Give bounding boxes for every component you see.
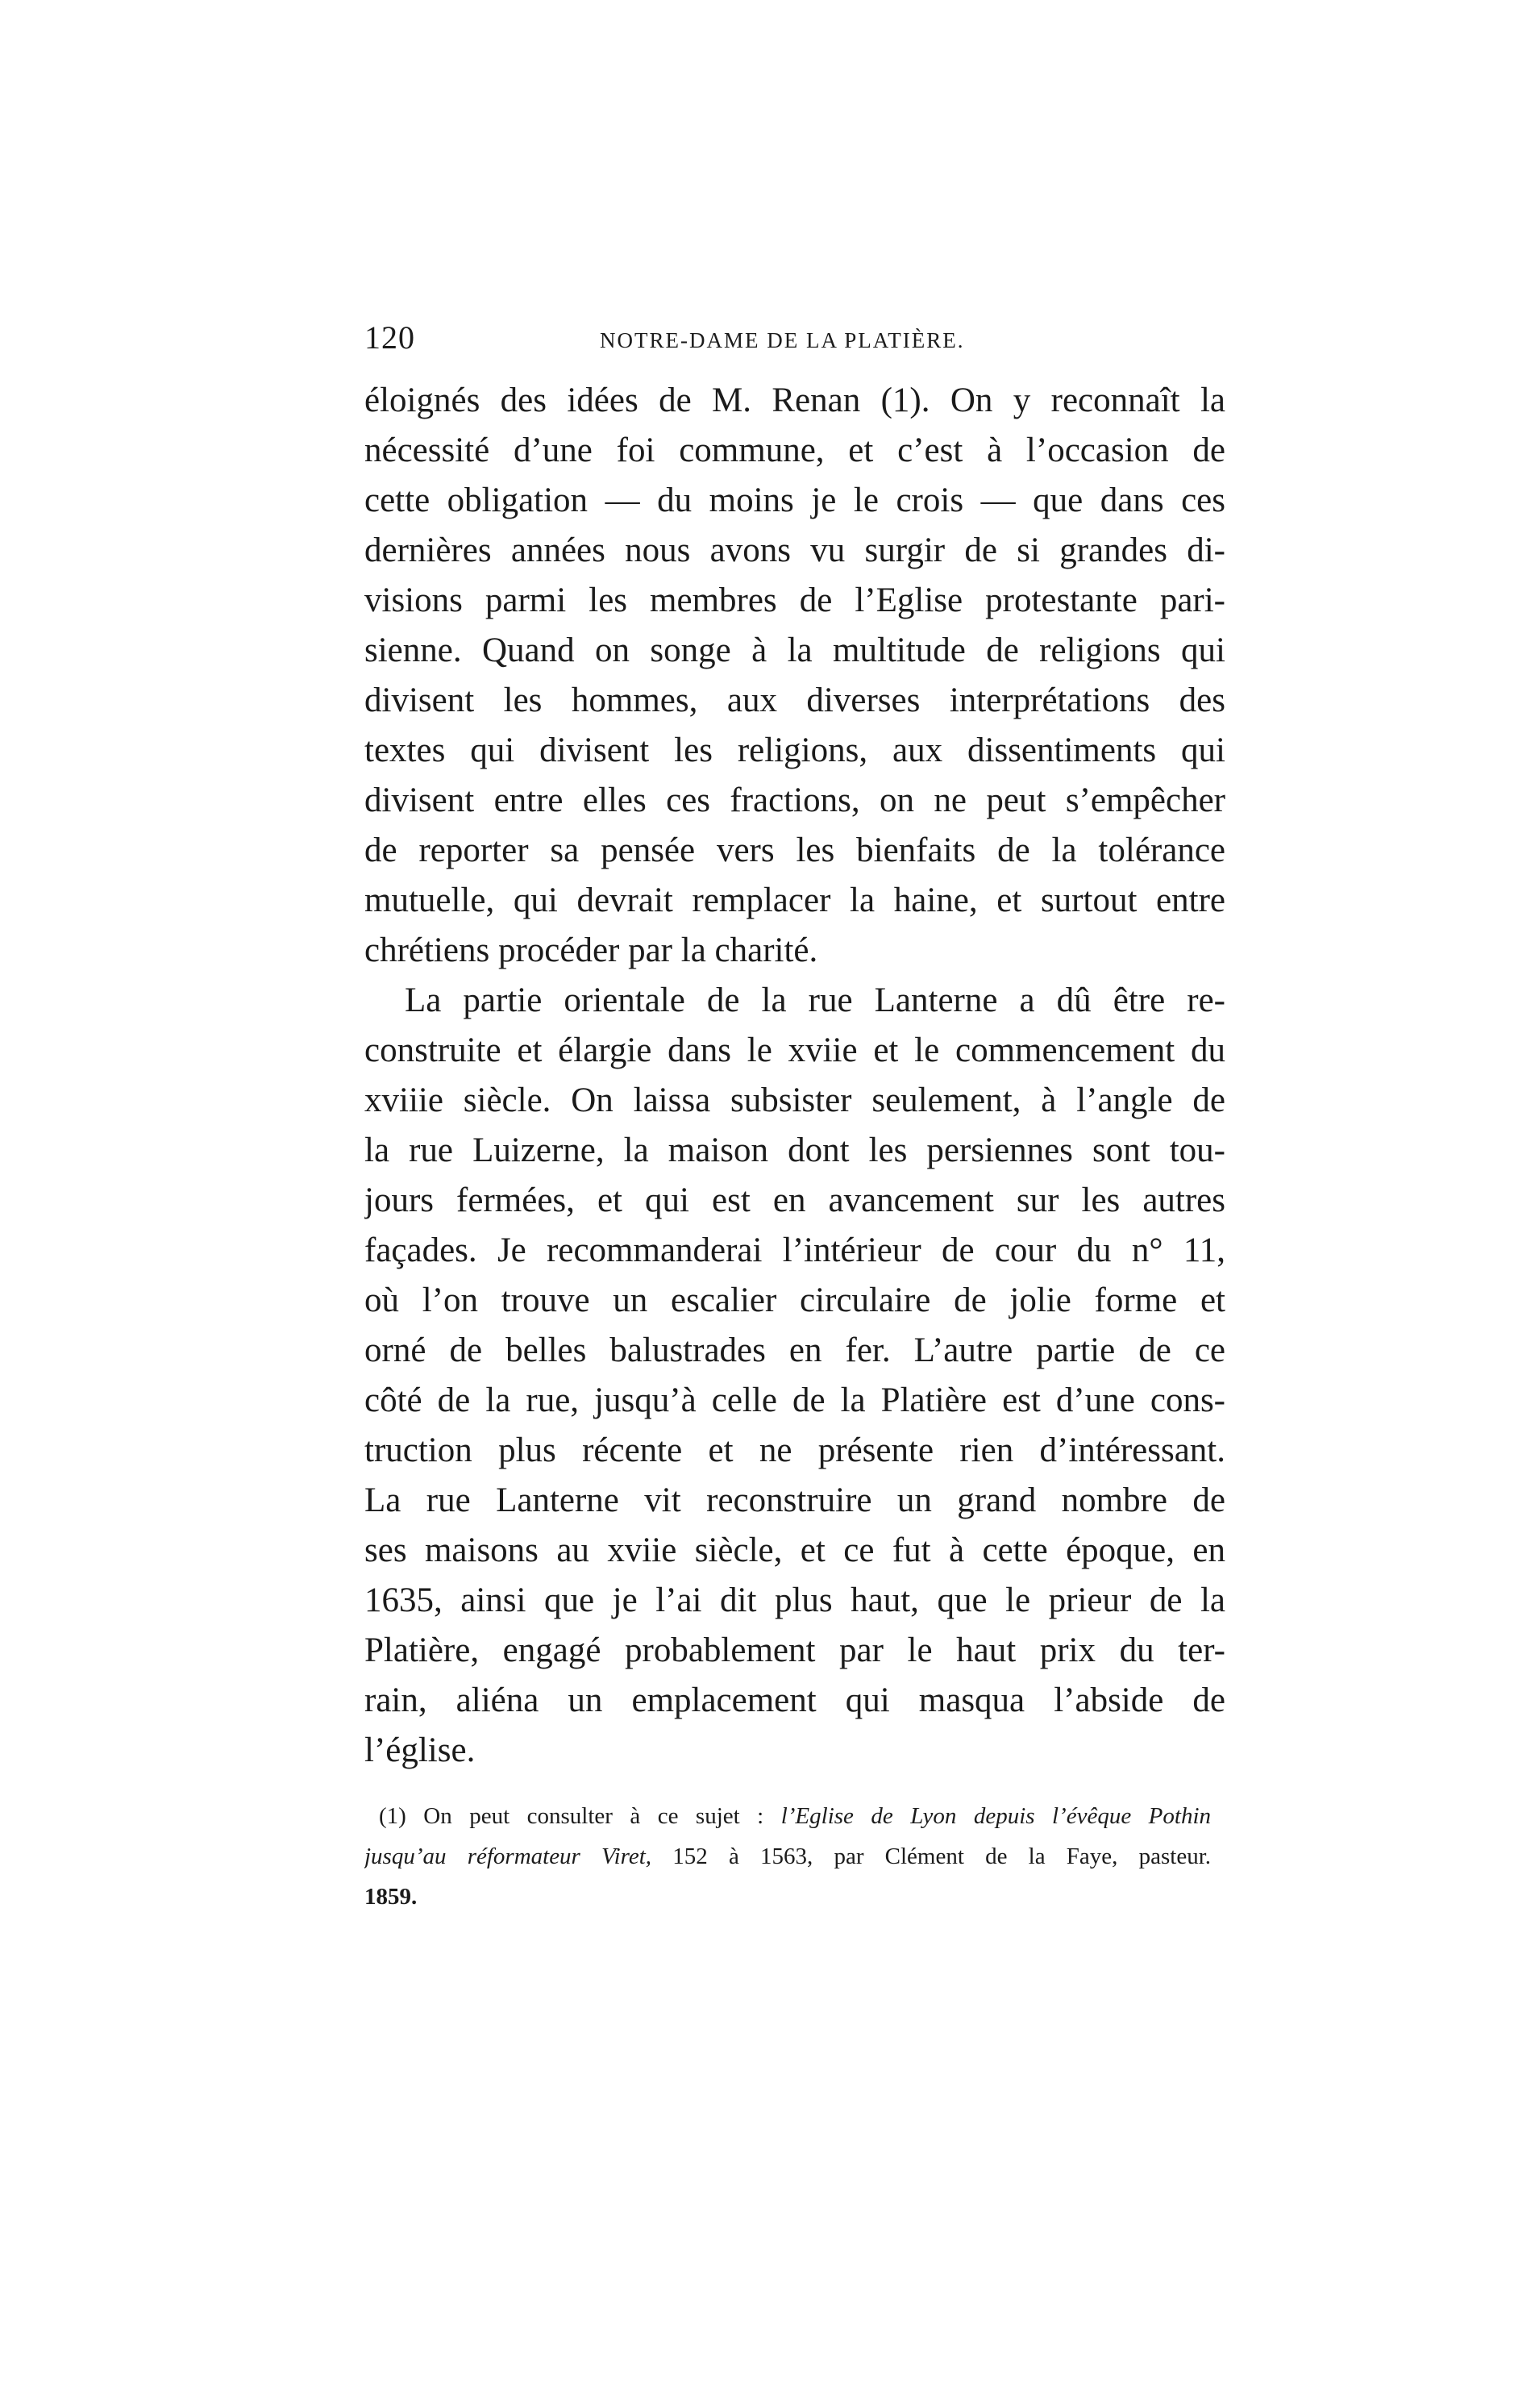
text-line: où l’on trouve un escalier circulaire de jolie forme et [364, 1281, 1225, 1319]
text-line: mutuelle, qui devrait remplacer la haine, et surtout entre [364, 881, 1225, 919]
page-header [364, 319, 1227, 367]
footnote-line [364, 1840, 1211, 1874]
text-line: construite et élargie dans le xviie et le commencement du [364, 1031, 1225, 1069]
running-title: NOTRE-DAME DE LA PLATIÈRE. [600, 328, 965, 352]
text-line: l’église. [364, 1731, 476, 1769]
footnote-title: jusqu’au réformateur Viret, [364, 1843, 652, 1869]
text-line: façades. Je recommanderai l’intérieur de cour du n° 11, [364, 1231, 1225, 1269]
text-line: éloignés des idées de M. Renan (1). On y reconnaît la [364, 381, 1225, 419]
text-line: Platière, engagé probablement par le haut prix du ter- [364, 1631, 1225, 1669]
text-line: chrétiens procéder par la charité. [364, 931, 818, 969]
footnote-year: 1859. [364, 1884, 418, 1910]
text-line: sienne. Quand on songe à la multitude de religions qui [364, 631, 1225, 669]
text-line: dernières années nous avons vu surgir de si grandes di- [364, 531, 1225, 569]
page-number: 120 [364, 319, 415, 356]
footnote-title: l’Eglise de Lyon depuis l’évêque Pothin [780, 1803, 1211, 1829]
text-line: rain, aliéna un emplacement qui masqua l’abside de [364, 1681, 1225, 1719]
footnote-marker: (1) [379, 1803, 406, 1829]
footnote-text: 152 à 1563, par Clément de la Faye, pasteur. [672, 1843, 1211, 1869]
text-line: divisent les hommes, aux diverses interprétations des [364, 681, 1225, 719]
paragraph-first-line: La partie orientale de la rue Lanterne a dû être re- [405, 981, 1225, 1019]
text-line: côté de la rue, jusqu’à celle de la Platière est d’une cons- [364, 1381, 1225, 1419]
footnote-line [379, 1800, 1211, 1834]
text-line: 1635, ainsi que je l’ai dit plus haut, que le prieur de la [364, 1581, 1225, 1619]
text-line: divisent entre elles ces fractions, on ne peut s’empêcher [364, 781, 1225, 819]
footnote-text: On peut consulter à ce sujet : [423, 1803, 764, 1829]
text-line: orné de belles balustrades en fer. L’autre partie de ce [364, 1331, 1225, 1369]
text-line: nécessité d’une foi commune, et c’est à l’occasion de [364, 431, 1225, 469]
text-line: ses maisons au xviie siècle, et ce fut à cette époque, en [364, 1531, 1225, 1569]
text-line: cette obligation — du moins je le crois — que dans ces [364, 481, 1225, 519]
text-line: La rue Lanterne vit reconstruire un grand nombre de [364, 1481, 1225, 1519]
text-line: visions parmi les membres de l’Eglise protestante pari- [364, 581, 1225, 619]
text-line: truction plus récente et ne présente rien d’intéressant. [364, 1431, 1225, 1469]
text-line: de reporter sa pensée vers les bienfaits de la tolérance [364, 831, 1225, 869]
text-line: jours fermées, et qui est en avancement sur les autres [364, 1181, 1225, 1219]
text-line: xviiie siècle. On laissa subsister seulement, à l’angle de [364, 1081, 1225, 1119]
text-line: textes qui divisent les religions, aux dissentiments qui [364, 731, 1225, 769]
text-line: la rue Luizerne, la maison dont les persiennes sont tou- [364, 1131, 1225, 1169]
